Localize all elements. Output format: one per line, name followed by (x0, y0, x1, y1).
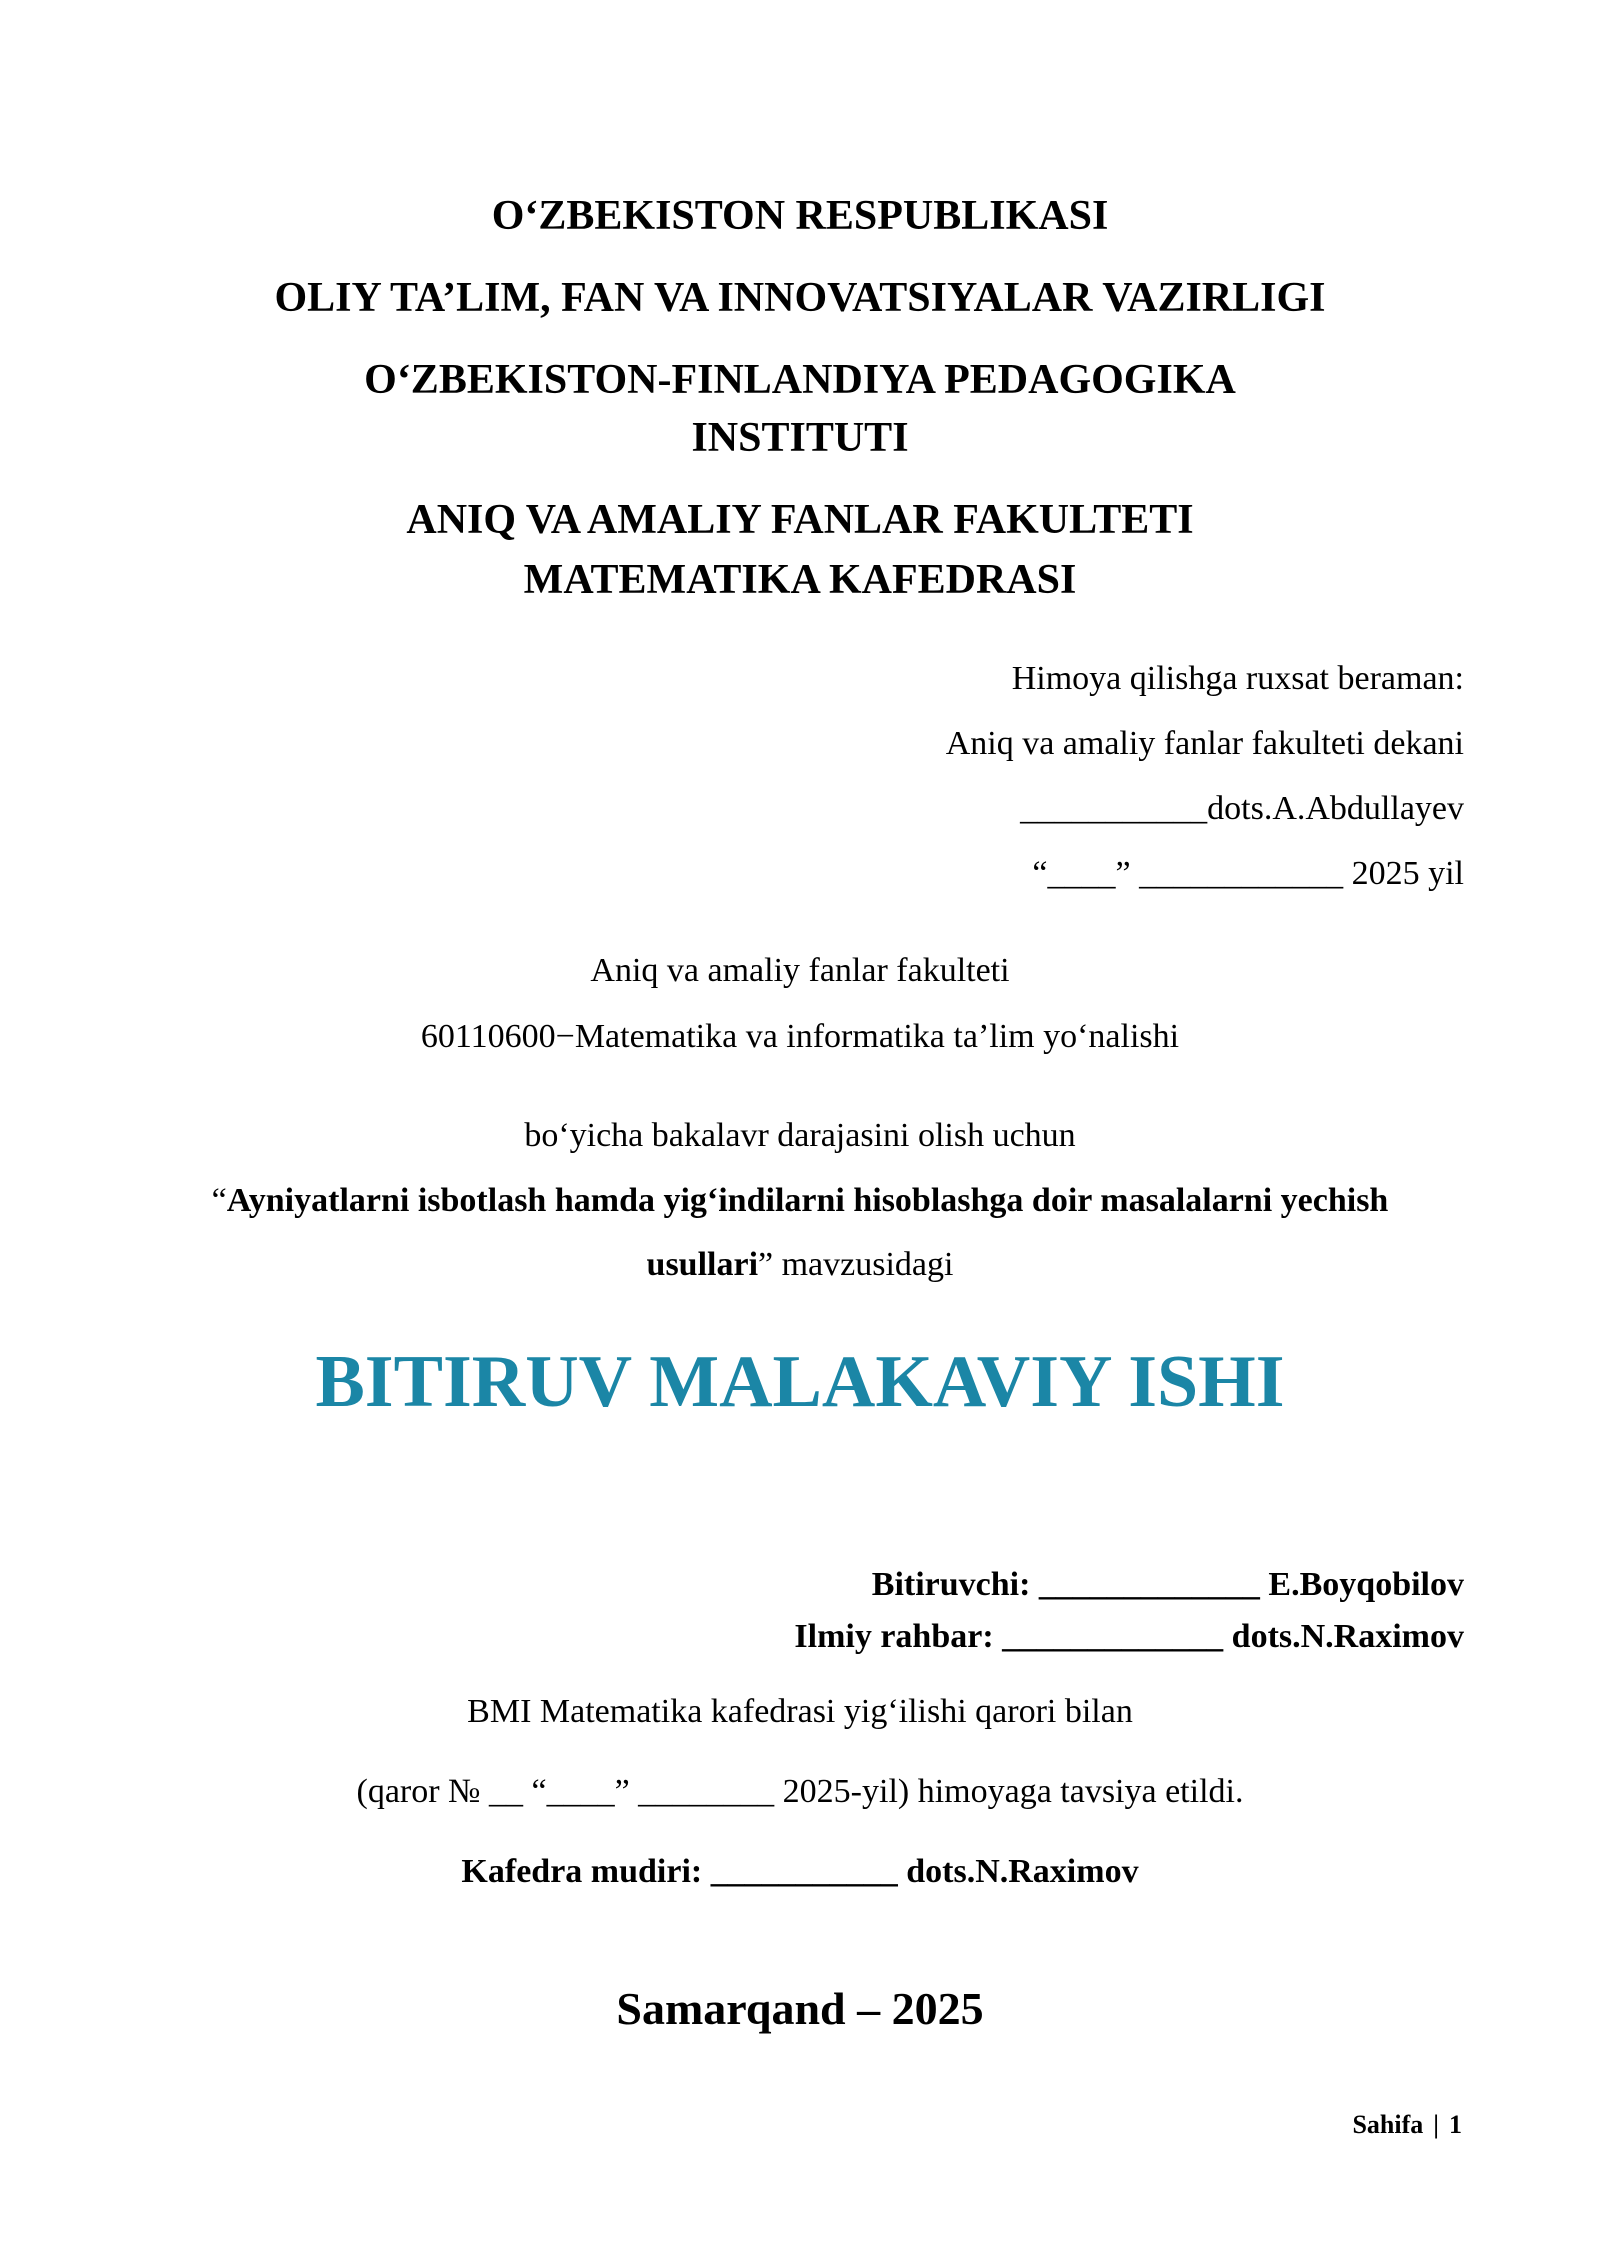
approval-permission: Himoya qilishga ruxsat beraman: (1011, 660, 1464, 697)
study-direction: 60110600−Matematika va informatika ta’lim yo‘nalishi (420, 1018, 1180, 1055)
approval-dean-signature: ___________dots.A.Abdullayev (1020, 790, 1464, 827)
topic-open-quote: “ (211, 1182, 227, 1219)
topic-close: ” mavzusidagi (758, 1246, 954, 1283)
department-heading: MATEMATIKA KAFEDRASI (523, 557, 1077, 603)
country-heading: O‘ZBEKISTON RESPUBLIKASI (491, 193, 1109, 239)
faculty-name: Aniq va amaliy fanlar fakulteti (590, 952, 1010, 989)
decision-recommendation: (qaror № __ “____” ________ 2025-yil) himoyaga tavsiya etildi. (356, 1773, 1244, 1810)
page-number: 1 (1449, 2110, 1462, 2139)
department-decision: BMI Matematika kafedrasi yig‘ilishi qarori bilan (467, 1693, 1133, 1730)
graduate-signature: Bitiruvchi: _____________ E.Boyqobilov (871, 1566, 1464, 1603)
city-year: Samarqand – 2025 (616, 1983, 984, 2034)
degree-purpose: bo‘yicha bakalavr darajasini olish uchun (524, 1117, 1076, 1154)
ministry-heading: OLIY TA’LIM, FAN VA INNOVATSIYALAR VAZIRLIGI (274, 275, 1326, 321)
thesis-topic-line2 (0, 1246, 1600, 1284)
institute-heading-line2: INSTITUTI (691, 415, 909, 461)
thesis-topic-line1 (0, 1182, 1600, 1220)
topic-text-part2: usullari (646, 1246, 759, 1283)
footer-label: Sahifa (1352, 2110, 1424, 2139)
faculty-heading: ANIQ VA AMALIY FANLAR FAKULTETI (406, 497, 1194, 543)
institute-heading-line1: O‘ZBEKISTON-FINLANDIYA PEDAGOGIKA (364, 357, 1236, 403)
footer-separator: | (1433, 2110, 1439, 2139)
supervisor-signature: Ilmiy rahbar: _____________ dots.N.Raximov (794, 1618, 1464, 1655)
page-footer (1352, 2110, 1462, 2140)
approval-dean-title: Aniq va amaliy fanlar fakulteti dekani (945, 725, 1464, 762)
thesis-title: BITIRUV MALAKAVIY ISHI (315, 1341, 1285, 1423)
department-head-signature: Kafedra mudiri: ___________ dots.N.Raximov (461, 1853, 1139, 1890)
approval-date: “____” ____________ 2025 yil (1032, 855, 1464, 892)
topic-text-part1: Ayniyatlarni isbotlash hamda yig‘indilarni hisoblashga doir masalalarni yechish (226, 1182, 1389, 1219)
